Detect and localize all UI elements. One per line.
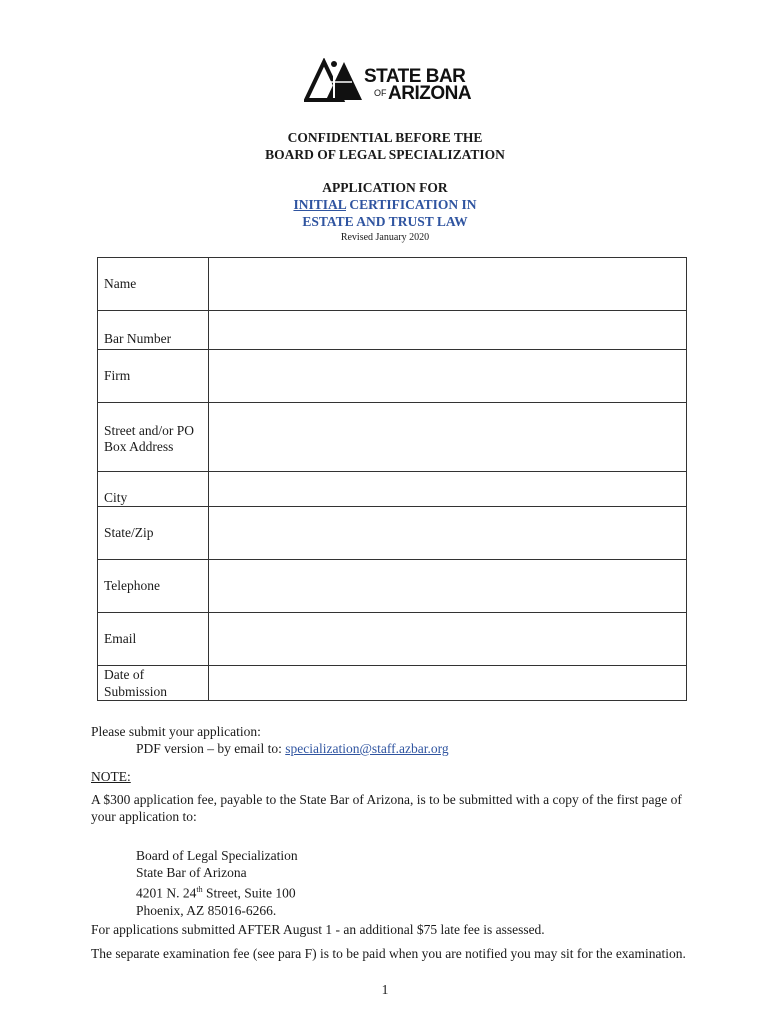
fee-paragraph: A $300 application fee, payable to the State Bar of Arizona, is to be submitted with a copy of the first page of your application to: [91, 792, 682, 824]
label-date-of-submission: Date of Submission [98, 666, 209, 701]
state-bar-logo [304, 58, 504, 108]
email-field[interactable] [208, 613, 686, 666]
label-email: Email [98, 613, 209, 666]
telephone-field[interactable] [208, 560, 686, 613]
page-number: 1 [381, 982, 389, 997]
address-line-2: State Bar of Arizona [136, 865, 247, 880]
logo-text-arizona: ARIZONA [388, 83, 472, 104]
header-initial-certification [0, 197, 770, 213]
row-address [98, 403, 687, 472]
note-heading: NOTE: [91, 769, 131, 784]
date-of-submission-field[interactable] [208, 666, 686, 701]
header-confidential: CONFIDENTIAL BEFORE THE [287, 130, 483, 145]
label-state-zip: State/Zip [98, 507, 209, 560]
exam-fee-text: The separate examination fee (see para F) is to be paid when you are notified you may sit for the examination. [91, 946, 686, 961]
address-line-4: Phoenix, AZ 85016-6266. [136, 902, 277, 918]
header-board: BOARD OF LEGAL SPECIALIZATION [265, 147, 505, 162]
submit-pdf-prefix: PDF version – by email to: [136, 741, 286, 756]
submit-pdf-line [136, 740, 449, 757]
address-ordinal: th [196, 885, 203, 894]
label-bar-number: Bar Number [98, 311, 209, 350]
city-field[interactable] [208, 472, 686, 507]
address-line-1: Board of Legal Specialization [136, 848, 298, 863]
specialization-email-link[interactable]: specialization@staff.azbar.org [285, 741, 449, 756]
row-date [98, 666, 687, 701]
logo-text-of: OF [374, 88, 387, 98]
row-name [98, 258, 687, 311]
row-telephone [98, 560, 687, 613]
address-block [136, 847, 298, 919]
label-telephone: Telephone [98, 560, 209, 613]
revised-date: Revised January 2020 [340, 232, 430, 243]
name-field[interactable] [208, 258, 686, 311]
state-zip-field[interactable] [208, 507, 686, 560]
logo-text-state-bar: STATE BAR [364, 66, 466, 87]
row-firm [98, 350, 687, 403]
address-line-3 [136, 881, 298, 902]
address-street-rest: Street, Suite 100 [202, 885, 296, 901]
firm-field[interactable] [208, 350, 686, 403]
address-field[interactable] [208, 403, 686, 472]
late-fee-text: For applications submitted AFTER August 1 - an additional $75 late fee is assessed. [91, 922, 545, 937]
submit-intro: Please submit your application: [91, 724, 261, 739]
bar-number-field[interactable] [208, 311, 686, 350]
address-street-number: 4201 N. 24 [136, 885, 197, 901]
label-address: Street and/or PO Box Address [98, 403, 209, 472]
row-city [98, 472, 687, 507]
header-specialty: ESTATE AND TRUST LAW [302, 214, 468, 229]
label-city: City [98, 472, 209, 507]
certification-in: CERTIFICATION IN [345, 197, 477, 212]
row-bar-number [98, 311, 687, 350]
scales-of-justice-icon [304, 58, 366, 104]
label-name: Name [98, 258, 209, 311]
header-application-for: APPLICATION FOR [322, 180, 448, 195]
label-firm: Firm [98, 350, 209, 403]
row-state-zip [98, 507, 687, 560]
applicant-info-table [97, 257, 687, 701]
initial-word: INITIAL [293, 197, 346, 212]
row-email [98, 613, 687, 666]
